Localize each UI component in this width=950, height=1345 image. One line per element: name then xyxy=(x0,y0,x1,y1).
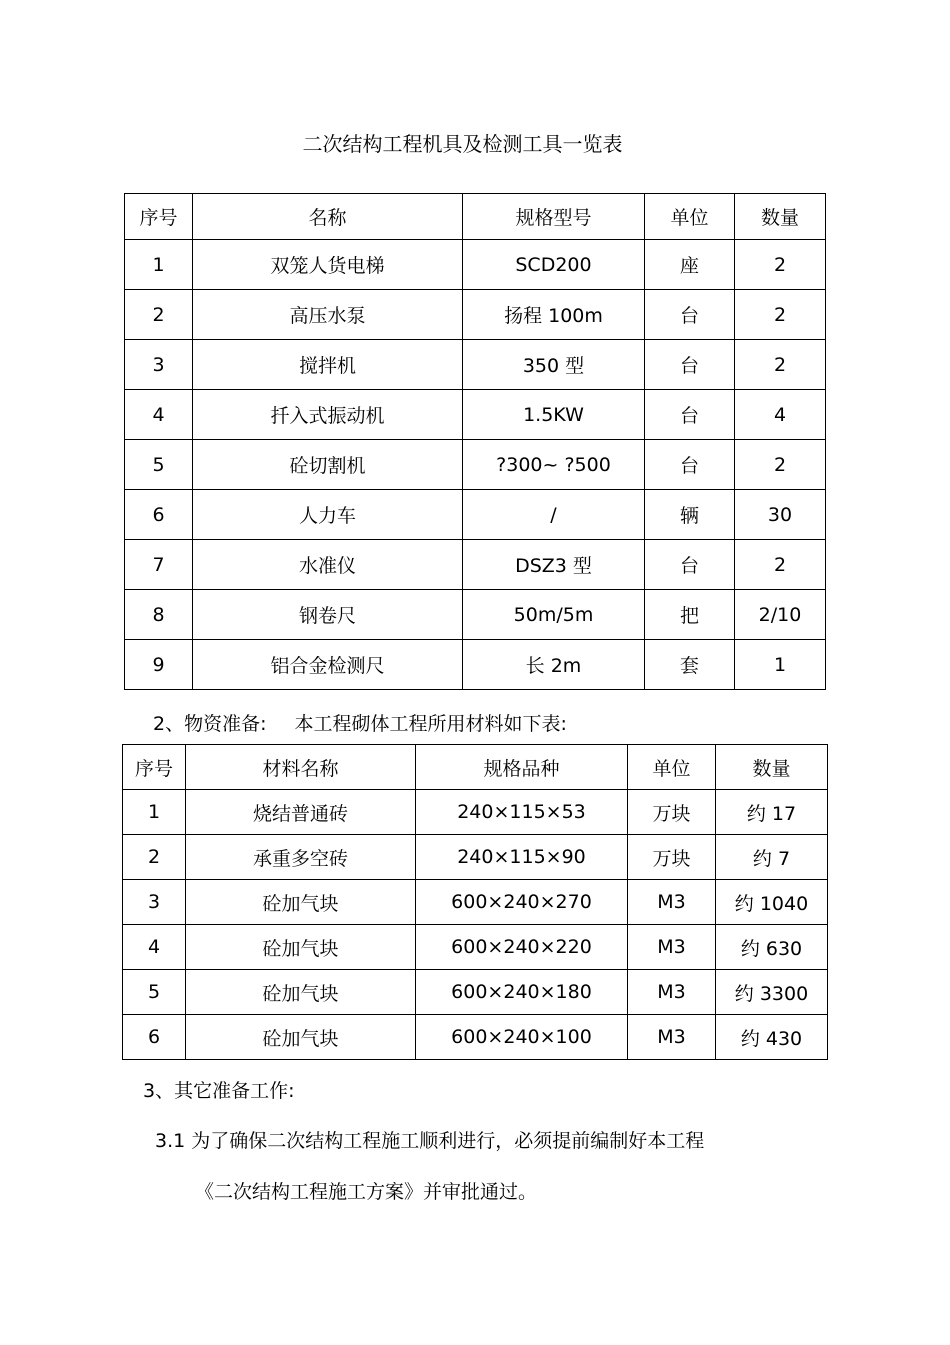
equipment-table-cell: 2 xyxy=(735,240,826,290)
equipment-table-cell: 6 xyxy=(125,490,193,540)
equipment-table-cell: 2 xyxy=(125,290,193,340)
material-table-cell: M3 xyxy=(628,880,716,925)
equipment-table-cell: 50m/5m xyxy=(463,590,645,640)
material-table-cell: 5 xyxy=(123,970,186,1015)
equipment-table-header-cell: 序号 xyxy=(125,194,193,240)
equipment-table-row xyxy=(125,640,826,690)
material-table-cell: 砼加气块 xyxy=(186,970,416,1015)
material-table-cell: 砼加气块 xyxy=(186,880,416,925)
equipment-table-cell: 350 型 xyxy=(463,340,645,390)
material-table-header-cell: 序号 xyxy=(123,745,186,790)
equipment-table-cell: 扬程 100m xyxy=(463,290,645,340)
material-table xyxy=(122,744,828,1060)
equipment-table-cell: 高压水泵 xyxy=(193,290,463,340)
material-table-cell: 承重多空砖 xyxy=(186,835,416,880)
equipment-table-cell: 搅拌机 xyxy=(193,340,463,390)
material-table-header-cell: 规格品种 xyxy=(416,745,628,790)
equipment-table-cell: 7 xyxy=(125,540,193,590)
material-table-cell: 万块 xyxy=(628,790,716,835)
equipment-table-cell: SCD200 xyxy=(463,240,645,290)
equipment-table-header-cell: 名称 xyxy=(193,194,463,240)
equipment-table-cell: 3 xyxy=(125,340,193,390)
equipment-table-row xyxy=(125,290,826,340)
equipment-table-cell: 双笼人货电梯 xyxy=(193,240,463,290)
equipment-table-cell: 1.5KW xyxy=(463,390,645,440)
equipment-table-cell: 长 2m xyxy=(463,640,645,690)
material-table-cell: 600×240×100 xyxy=(416,1015,628,1060)
equipment-table-cell: 4 xyxy=(125,390,193,440)
material-table-header-cell: 数量 xyxy=(716,745,828,790)
material-table-row xyxy=(123,1015,828,1060)
material-table-row xyxy=(123,970,828,1015)
equipment-table-header-cell: 规格型号 xyxy=(463,194,645,240)
equipment-table-cell: 9 xyxy=(125,640,193,690)
equipment-table-cell: 8 xyxy=(125,590,193,640)
material-section xyxy=(153,709,567,736)
equipment-table-cell: 2 xyxy=(735,540,826,590)
material-table-cell: 约 17 xyxy=(716,790,828,835)
material-table-cell: M3 xyxy=(628,970,716,1015)
material-table-cell: 万块 xyxy=(628,835,716,880)
material-table-row xyxy=(123,880,828,925)
material-table-cell: 3 xyxy=(123,880,186,925)
material-table-cell: 600×240×180 xyxy=(416,970,628,1015)
material-table-cell: 烧结普通砖 xyxy=(186,790,416,835)
material-table-cell: M3 xyxy=(628,925,716,970)
material-table-header-cell: 材料名称 xyxy=(186,745,416,790)
equipment-table-cell: ?300~ ?500 xyxy=(463,440,645,490)
equipment-table-row xyxy=(125,590,826,640)
material-table-row xyxy=(123,835,828,880)
equipment-table-cell: 1 xyxy=(735,640,826,690)
material-table-cell: 约 1040 xyxy=(716,880,828,925)
equipment-table-cell: 台 xyxy=(645,290,735,340)
equipment-table-cell: 座 xyxy=(645,240,735,290)
equipment-table-cell: 铝合金检测尺 xyxy=(193,640,463,690)
equipment-table-cell: / xyxy=(463,490,645,540)
material-table-cell: 约 3300 xyxy=(716,970,828,1015)
material-table-cell: 240×115×53 xyxy=(416,790,628,835)
equipment-table-cell: 水准仪 xyxy=(193,540,463,590)
equipment-table-cell: 5 xyxy=(125,440,193,490)
item-3-1-line2: 《二次结构工程施工方案》并审批通过。 xyxy=(195,1181,538,1203)
equipment-table-cell: 台 xyxy=(645,390,735,440)
material-table-row xyxy=(123,925,828,970)
equipment-table-cell: DSZ3 型 xyxy=(463,540,645,590)
equipment-table-cell: 钢卷尺 xyxy=(193,590,463,640)
equipment-table-cell: 台 xyxy=(645,340,735,390)
other-section-heading: 3、其它准备工作: xyxy=(143,1080,295,1102)
equipment-table-cell: 套 xyxy=(645,640,735,690)
material-table-cell: 约 430 xyxy=(716,1015,828,1060)
equipment-table-cell: 把 xyxy=(645,590,735,640)
material-table-cell: 6 xyxy=(123,1015,186,1060)
equipment-table-cell: 1 xyxy=(125,240,193,290)
material-table-cell: 约 630 xyxy=(716,925,828,970)
equipment-table-cell: 4 xyxy=(735,390,826,440)
equipment-table-header-row xyxy=(125,194,826,240)
material-heading: 2、物资准备: xyxy=(153,713,267,735)
equipment-table-cell: 扦入式振动机 xyxy=(193,390,463,440)
material-table-cell: 砼加气块 xyxy=(186,925,416,970)
equipment-table-row xyxy=(125,490,826,540)
material-table-header-cell: 单位 xyxy=(628,745,716,790)
material-table-cell: 1 xyxy=(123,790,186,835)
equipment-table-row xyxy=(125,240,826,290)
material-table-cell: 600×240×220 xyxy=(416,925,628,970)
material-intro-text: 本工程砌体工程所用材料如下表: xyxy=(294,713,567,735)
equipment-table-cell: 2 xyxy=(735,290,826,340)
equipment-table-cell: 2 xyxy=(735,340,826,390)
material-table-cell: 4 xyxy=(123,925,186,970)
equipment-table-row xyxy=(125,540,826,590)
equipment-table-cell: 30 xyxy=(735,490,826,540)
equipment-table-cell: 2/10 xyxy=(735,590,826,640)
material-table-cell: 240×115×90 xyxy=(416,835,628,880)
equipment-table xyxy=(124,193,826,690)
document-title: 二次结构工程机具及检测工具一览表 xyxy=(302,132,623,156)
equipment-table-cell: 砼切割机 xyxy=(193,440,463,490)
equipment-table-cell: 辆 xyxy=(645,490,735,540)
equipment-table-row xyxy=(125,390,826,440)
material-table-row xyxy=(123,790,828,835)
item-3-1-line1: 3.1 为了确保二次结构工程施工顺利进行，必须提前编制好本工程 xyxy=(155,1130,705,1152)
equipment-table-row xyxy=(125,340,826,390)
material-table-cell: M3 xyxy=(628,1015,716,1060)
material-table-cell: 2 xyxy=(123,835,186,880)
material-table-cell: 600×240×270 xyxy=(416,880,628,925)
equipment-table-cell: 2 xyxy=(735,440,826,490)
equipment-table-cell: 人力车 xyxy=(193,490,463,540)
equipment-table-cell: 台 xyxy=(645,540,735,590)
material-table-cell: 砼加气块 xyxy=(186,1015,416,1060)
equipment-table-row xyxy=(125,440,826,490)
material-table-cell: 约 7 xyxy=(716,835,828,880)
equipment-table-cell: 台 xyxy=(645,440,735,490)
material-table-header-row xyxy=(123,745,828,790)
equipment-table-header-cell: 单位 xyxy=(645,194,735,240)
equipment-table-header-cell: 数量 xyxy=(735,194,826,240)
